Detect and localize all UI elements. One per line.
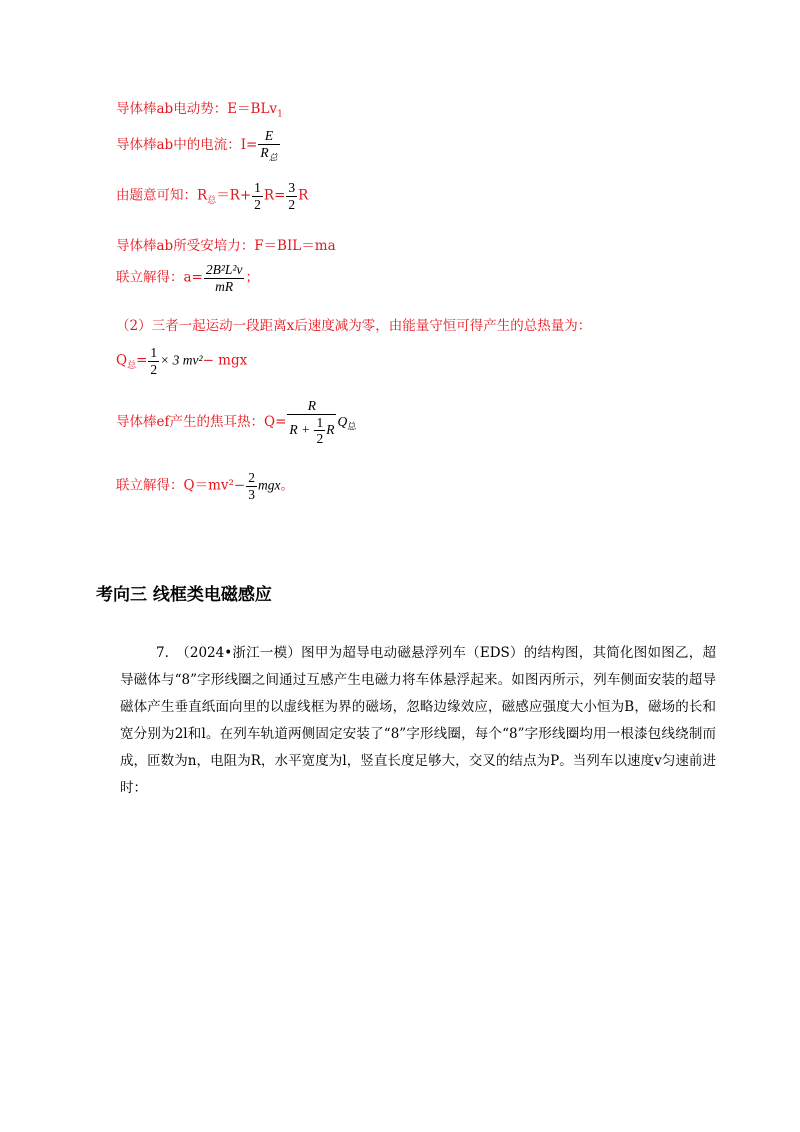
- solution-current-line: [116, 128, 281, 163]
- joule-tail-subscript: 总: [347, 421, 357, 432]
- current-fraction: [258, 128, 279, 163]
- joule-tail-q: Q: [337, 413, 348, 429]
- fraction-numerator: 2B²L²v: [205, 262, 243, 277]
- fraction-denominator: [258, 144, 279, 163]
- fraction-numerator: 3: [288, 180, 296, 195]
- heat-kinetic: × 3 mv²: [160, 352, 203, 368]
- solution-accel-line: [116, 262, 259, 294]
- emf-subscript: 1: [277, 109, 283, 120]
- denominator-r-end: R: [326, 421, 335, 437]
- fraction-numerator: R: [307, 398, 317, 413]
- resistance-subscript: 总: [207, 196, 217, 207]
- half-fraction: [148, 345, 159, 377]
- fraction-denominator: 2: [288, 196, 296, 212]
- force-text: 导体棒ab所受安培力：F＝BIL＝ma: [116, 238, 336, 254]
- problem-7-text: 7. （2024•浙江一模）图甲为超导电动磁悬浮列车（EDS）的结构图，其简化图如图乙，超导磁体与“8”字形线圈之间通过互感产生电磁力将车体悬浮起来。如图丙所示，列车侧面安装的超导磁体产生垂直纸面向里的以虚线框为界的磁场，忽略边缘效应，磁感应强度大小恒为B，磁场的长和宽分别为2l和l。在列车轨道两侧固定安装了“8”字形线圈，每个“8”字形线圈均用一根漆包线绕制而成，匝数为n，电阻为R，水平宽度为l，竖直长度足够大，交叉的结点为P。当列车以速度v匀速前进时：: [120, 645, 716, 796]
- solution-force-line: [116, 234, 336, 254]
- denominator-subscript: 总: [268, 152, 278, 163]
- fraction-denominator: 2: [150, 361, 158, 377]
- current-text: 导体棒ab中的电流：I=: [116, 136, 258, 153]
- fraction-denominator: mR: [204, 278, 245, 295]
- inner-half-fraction: [314, 415, 325, 447]
- heat-eq: =: [136, 352, 148, 369]
- accel-end: ；: [245, 269, 259, 286]
- joule-eq: =: [275, 413, 287, 430]
- half-fraction: [252, 180, 263, 212]
- fraction-numerator: 1: [316, 414, 324, 430]
- ratio-fraction: [287, 398, 336, 447]
- solution-final-line: [116, 470, 294, 502]
- heat-end: − mgx: [202, 352, 248, 369]
- part2-text: （2）三者一起运动一段距离x后速度减为零，由能量守恒可得产生的总热量为：: [116, 318, 592, 334]
- three-halves-fraction: [286, 180, 297, 212]
- solution-heat-total-line: [116, 345, 247, 377]
- solution-resistance-line: [116, 180, 308, 212]
- solution-emf-line: [116, 97, 283, 120]
- accel-fraction: [204, 262, 245, 294]
- fraction-denominator: [287, 414, 336, 447]
- fraction-numerator: 2: [248, 470, 255, 485]
- final-mgx: mgx: [257, 477, 281, 493]
- emf-text: 导体棒ab电动势：E＝BLv: [116, 101, 278, 117]
- accel-text: 联立解得：a=: [116, 269, 203, 286]
- resistance-mid: ＝R+: [216, 187, 252, 204]
- resistance-r2: R: [298, 187, 309, 204]
- final-end: 。: [280, 477, 294, 494]
- fraction-denominator: 2: [316, 431, 324, 447]
- solution-joule-line: [116, 398, 356, 447]
- two-thirds-fraction: [246, 470, 257, 502]
- heat-subscript: 总: [127, 361, 137, 372]
- fraction-numerator: 1: [254, 180, 261, 195]
- denominator-r: R: [260, 144, 269, 160]
- resistance-r1: R=: [263, 187, 286, 204]
- solution-part2-line: [116, 314, 591, 334]
- fraction-numerator: 1: [150, 345, 158, 360]
- denominator-r: R +: [289, 421, 314, 437]
- fraction-denominator: 2: [254, 196, 261, 212]
- final-text: 联立解得：Q＝mv²−: [116, 477, 246, 494]
- heat-q: Q: [116, 352, 128, 369]
- fraction-denominator: 3: [248, 486, 255, 502]
- resistance-text: 由题意可知：R: [116, 187, 208, 204]
- joule-text: 导体棒ef产生的焦耳热：Q: [116, 413, 276, 430]
- section-heading: 考向三 线框类电磁感应: [96, 585, 272, 605]
- fraction-numerator: E: [264, 128, 274, 143]
